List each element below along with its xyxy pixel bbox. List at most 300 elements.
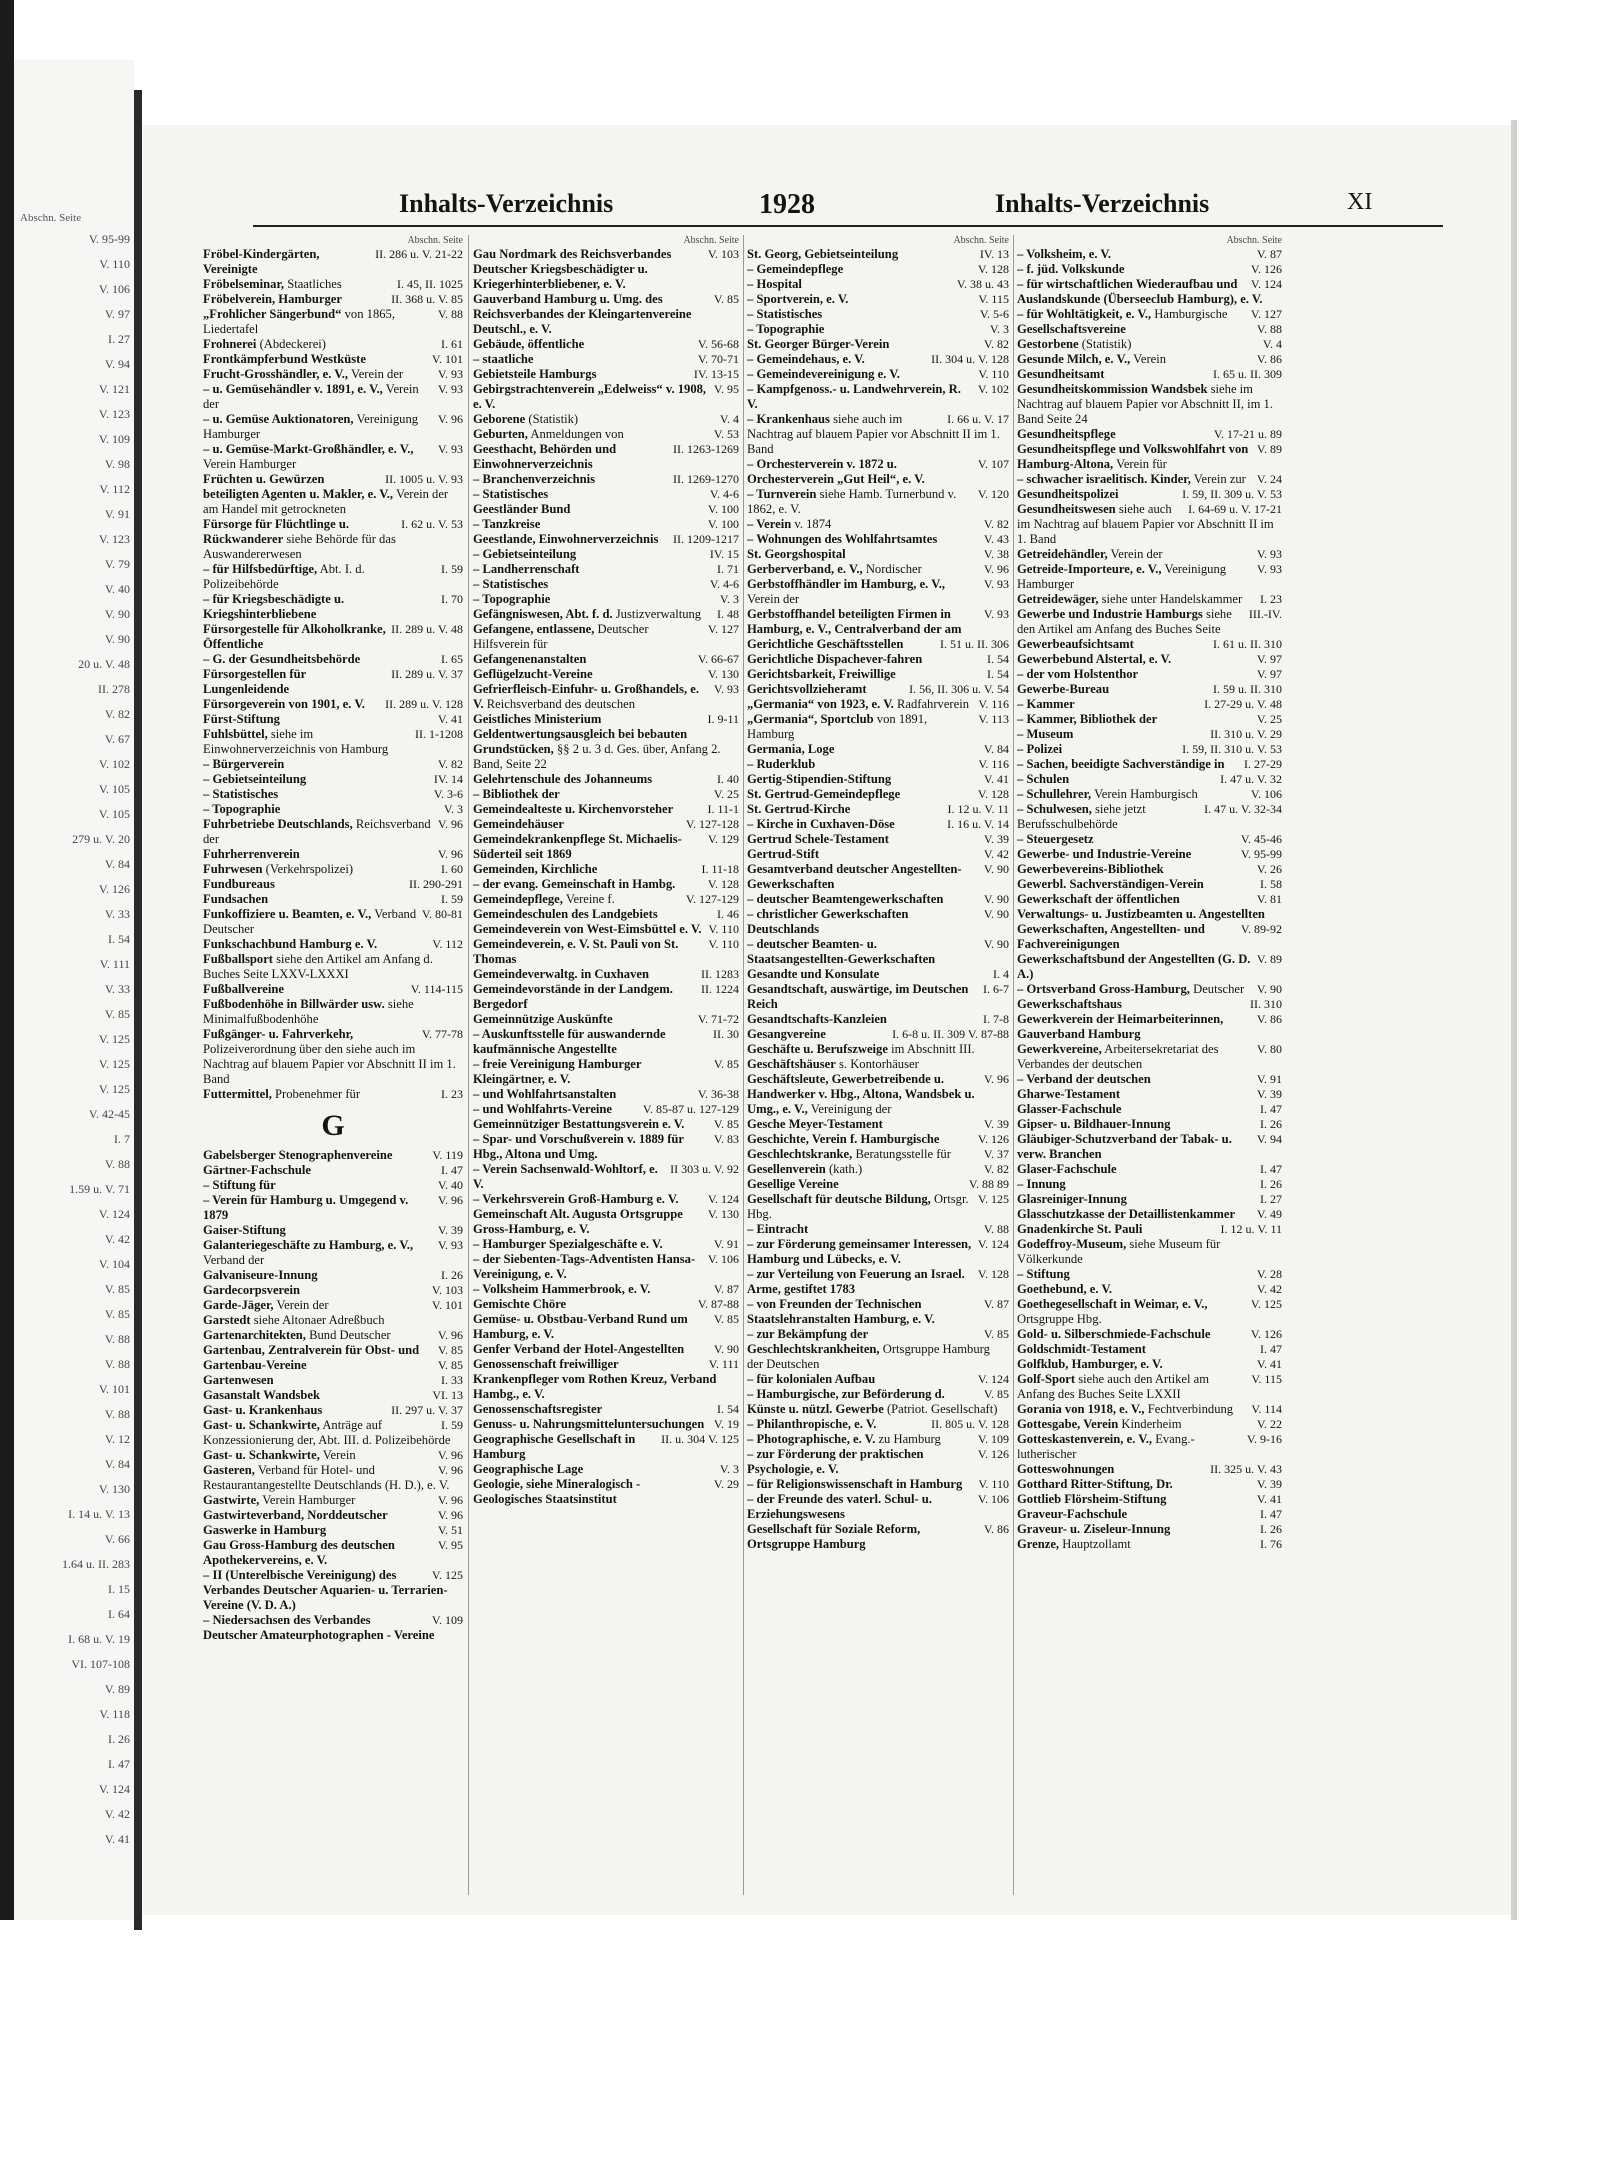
entry-title: – Gemeindehaus, e. V. <box>747 352 865 366</box>
index-entry <box>747 982 1009 1012</box>
entry-reference: I. 61 <box>441 337 463 351</box>
index-entry <box>1017 1237 1282 1267</box>
entry-reference: V. 94 <box>1256 1132 1282 1146</box>
index-entry <box>1017 607 1282 637</box>
index-entry <box>203 817 463 847</box>
entry-reference: V. 4 <box>719 412 739 426</box>
entry-title: Geldentwertungsausgleich bei bebauten Grundstücken, <box>473 727 688 756</box>
index-entry <box>473 1417 739 1432</box>
index-entry <box>203 352 463 367</box>
entry-title: – Verkehrsverein Groß-Hamburg e. V. <box>473 1192 679 1206</box>
index-entry <box>473 1432 739 1462</box>
index-entry <box>203 1223 463 1238</box>
index-entry <box>473 367 739 382</box>
entry-reference: I. 23 <box>1260 592 1282 606</box>
entry-title: Gewerkschaftshaus <box>1017 997 1122 1011</box>
index-entry <box>473 427 739 442</box>
entry-reference: V. 49 <box>1256 1207 1282 1221</box>
entry-title: Goethebund, e. V. <box>1017 1282 1113 1296</box>
index-entry <box>203 787 463 802</box>
entry-reference: V. 96 <box>437 412 463 426</box>
entry-reference: V. 3 <box>719 1462 739 1476</box>
entry-reference: V. 82 <box>983 1162 1009 1176</box>
prev-page-reference: V. 106 <box>98 282 130 296</box>
index-entry <box>747 577 1009 607</box>
entry-title: – G. der Gesundheitsbehörde <box>203 652 361 666</box>
entry-title: Gewerbe- und Industrie-Vereine <box>1017 847 1192 861</box>
index-entry <box>473 292 739 337</box>
entry-reference: V. 28 <box>1256 1267 1282 1281</box>
index-entry <box>203 1613 463 1643</box>
entry-reference: I. 6-8 u. II. 309 V. 87-88 <box>892 1027 1009 1041</box>
entry-title: Graveur- u. Ziseleur-Innung <box>1017 1522 1171 1536</box>
index-entry <box>1017 697 1282 712</box>
prev-page-reference: V. 88 <box>104 1332 130 1346</box>
entry-title: Gast- u. Krankenhaus <box>203 1403 323 1417</box>
entry-reference: V. 41 <box>1256 1492 1282 1506</box>
prev-page-reference: 279 u. V. 20 <box>72 832 130 846</box>
index-entry <box>473 1312 739 1342</box>
index-entry <box>203 1027 463 1087</box>
index-entry <box>473 1012 739 1027</box>
entry-title: Gefangenenanstalten <box>473 652 587 666</box>
entry-title: Gardecorpsverein <box>203 1283 300 1297</box>
index-entry <box>747 1147 1009 1162</box>
entry-reference: IV. 13 <box>979 247 1009 261</box>
entry-reference: V. 82 <box>983 337 1009 351</box>
entry-reference: V. 39 <box>983 832 1009 846</box>
entry-reference: I. 26 <box>1260 1177 1282 1191</box>
index-entry <box>203 1163 463 1178</box>
entry-title: – Photographische, e. V. <box>747 1432 876 1446</box>
entry-reference: V. 25 <box>713 787 739 801</box>
prev-page-reference: I. 47 <box>108 1757 130 1771</box>
index-entry <box>203 727 463 757</box>
prev-page-reference: V. 42 <box>104 1807 130 1821</box>
prev-page-reference: V. 42 <box>104 1232 130 1246</box>
entry-reference: V. 90 <box>983 907 1009 921</box>
entry-title: Gemeinden, Kirchliche <box>473 862 598 876</box>
entry-reference: II. 286 u. V. 21-22 <box>375 247 463 261</box>
entry-title: St. Georger Bürger-Verein <box>747 337 890 351</box>
entry-title: – schwacher israelitisch. Kinder, <box>1017 472 1191 486</box>
entry-reference: V. 114 <box>1251 1402 1282 1416</box>
index-entry <box>203 982 463 997</box>
entry-title: – Statistisches <box>203 787 279 801</box>
entry-reference: II. 1269-1270 <box>673 472 739 486</box>
entry-reference: V. 66-67 <box>697 652 739 666</box>
prev-page-reference: V. 102 <box>98 757 130 771</box>
entry-title: Fuhrherrenverein <box>203 847 300 861</box>
entry-subtext: Vereinigung Hamburger <box>1017 562 1227 591</box>
entry-reference: V. 22 <box>1256 1417 1282 1431</box>
entry-reference: V. 126 <box>1250 1327 1282 1341</box>
entry-subtext: Hamburgische <box>1154 307 1228 321</box>
entry-reference: V. 9-16 <box>1246 1432 1282 1446</box>
entry-reference: V. 80 <box>1256 1042 1282 1056</box>
entry-subtext: siehe im Nachtrag auf blauem Papier vor Abschnitt II, im 1. Band Seite 24 <box>1017 382 1274 426</box>
entry-reference: I. 27 <box>1260 1192 1282 1206</box>
entry-reference: V. 86 <box>1256 352 1282 366</box>
entry-title: Funkoffiziere u. Beamten, e. V., <box>203 907 372 921</box>
entry-reference: V. 41 <box>983 772 1009 786</box>
entry-title: Fußballvereine <box>203 982 284 996</box>
index-entry <box>1017 502 1282 547</box>
entry-title: – zur Förderung gemeinsamer Interessen, Hamburg und Lübecks, e. V. <box>747 1237 972 1266</box>
entry-reference: II. 1283 <box>701 967 739 981</box>
index-entry <box>473 1057 739 1087</box>
index-entry <box>203 472 463 517</box>
entry-reference: V. 88 <box>983 1222 1009 1236</box>
entry-reference: V. 39 <box>1256 1087 1282 1101</box>
entry-reference: V. 93 <box>983 607 1009 621</box>
entry-title: – Ruderklub <box>747 757 816 771</box>
prev-page-reference: V. 85 <box>104 1307 130 1321</box>
prev-page-reference: I. 27 <box>108 332 130 346</box>
entry-reference: I. 46 <box>717 907 739 921</box>
prev-page-reference: V. 41 <box>104 1832 130 1846</box>
entry-subtext: siehe auch im Nachtrag auf blauem Papier vor Abschnitt II im 1. Band <box>747 412 1000 456</box>
entry-reference: I. 70 <box>441 592 463 606</box>
index-entry <box>1017 1072 1282 1087</box>
index-entry <box>203 1523 463 1538</box>
prev-page-reference: V. 105 <box>98 782 130 796</box>
entry-reference: V. 4-6 <box>709 487 739 501</box>
entry-reference: II. 1224 <box>701 982 739 996</box>
entry-title: – Niedersachsen des Verbandes Deutscher Amateurphotographen - Vereine <box>203 1613 435 1642</box>
entry-subtext: Justizverwaltung <box>615 607 702 621</box>
entry-subtext: von 1865, Liedertafel <box>203 307 395 336</box>
entry-title: Geographische Lage <box>473 1462 584 1476</box>
index-entry <box>1017 1177 1282 1192</box>
entry-reference: V. 82 <box>983 517 1009 531</box>
entry-reference: I. 27-29 u. V. 48 <box>1204 697 1282 711</box>
index-entry <box>747 352 1009 367</box>
index-entry <box>473 1192 739 1207</box>
index-entry <box>747 637 1009 652</box>
index-entry <box>1017 262 1282 277</box>
entry-reference: I. 51 u. II. 306 <box>940 637 1009 651</box>
index-entry <box>1017 1087 1282 1102</box>
entry-title: Gau Nordmark des Reichsverbandes Deutscher Kriegsbeschädigter u. Kriegerhinterbliebener, e. V. <box>473 247 672 291</box>
entry-reference: V. 77-78 <box>421 1027 463 1041</box>
index-entry <box>203 1358 463 1373</box>
entry-reference: V. 110 <box>978 1477 1009 1491</box>
index-entry <box>203 652 463 667</box>
entry-title: – Branchenverzeichnis <box>473 472 596 486</box>
entry-title: – zur Förderung der praktischen Psychologie, e. V. <box>747 1447 924 1476</box>
entry-title: Gewerbeaufsichtsamt <box>1017 637 1134 651</box>
index-entry <box>1017 1102 1282 1117</box>
index-entry <box>747 1177 1009 1192</box>
entry-reference: V. 126 <box>977 1132 1009 1146</box>
entry-subtext: Kinderheim <box>1121 1417 1182 1431</box>
index-entry <box>473 1132 739 1162</box>
entry-reference: I. 59, II. 309 u. V. 53 <box>1182 487 1282 501</box>
entry-reference: V. 85 <box>713 1117 739 1131</box>
index-entry <box>747 742 1009 757</box>
entry-title: – Bürgerverein <box>203 757 285 771</box>
index-entry <box>747 787 1009 802</box>
entry-title: – Topographie <box>473 592 551 606</box>
prev-page-reference: I. 7 <box>114 1132 130 1146</box>
entry-title: Gotthard Ritter-Stiftung, Dr. <box>1017 1477 1173 1491</box>
index-entry <box>473 472 739 487</box>
index-entry <box>747 1162 1009 1177</box>
index-entry <box>203 517 463 562</box>
entry-reference: I. 26 <box>441 1268 463 1282</box>
entry-reference: V. 38 u. 43 <box>956 277 1009 291</box>
entry-subtext: Ortsgruppe Hbg. <box>1017 1312 1102 1326</box>
entry-title: Gastwirte, <box>203 1493 260 1507</box>
entry-title: – Volksheim Hammerbrook, e. V. <box>473 1282 651 1296</box>
entry-reference: V. 84 <box>983 742 1009 756</box>
entry-subtext: Verein der <box>203 382 419 411</box>
index-entry <box>1017 1342 1282 1357</box>
entry-title: – Bibliothek der <box>473 787 560 801</box>
index-entry <box>473 1342 739 1357</box>
entry-reference: V. 96 <box>437 1493 463 1507</box>
index-entry <box>1017 1372 1282 1402</box>
index-entry <box>1017 592 1282 607</box>
entry-title: – für kolonialen Aufbau <box>747 1372 876 1386</box>
entry-reference: V. 3 <box>443 802 463 816</box>
index-entry <box>203 757 463 772</box>
entry-title: Grenze, <box>1017 1537 1060 1551</box>
entry-title: Gesche Meyer-Testament <box>747 1117 883 1131</box>
entry-title: Gemeindeverein von West-Eimsbüttel e. V. <box>473 922 702 936</box>
entry-subtext: (kath.) <box>828 1162 863 1176</box>
entry-title: Fußballsport <box>203 952 273 966</box>
entry-reference: V. 38 <box>983 547 1009 561</box>
index-entry <box>473 682 739 712</box>
entry-reference: V. 126 <box>1250 262 1282 276</box>
entry-title: – Hospital <box>747 277 802 291</box>
index-entry <box>747 1027 1009 1042</box>
index-entry <box>747 847 1009 862</box>
entry-title: – freie Vereinigung Hamburger Kleingärtner, e. V. <box>473 1057 642 1086</box>
index-entry <box>473 1402 739 1417</box>
index-entry <box>747 457 1009 487</box>
prev-page-reference: V. 67 <box>104 732 130 746</box>
index-entry <box>203 712 463 727</box>
index-entry <box>203 367 463 382</box>
index-entry <box>747 907 1009 937</box>
entry-title: Gewerbe-Bureau <box>1017 682 1110 696</box>
prev-page-reference: V. 125 <box>98 1032 130 1046</box>
entry-title: „Germania“, Sportclub <box>747 712 874 726</box>
entry-reference: I. 54 <box>717 1402 739 1416</box>
entry-reference: V. 124 <box>977 1237 1009 1251</box>
entry-reference: V. 4-6 <box>709 577 739 591</box>
entry-title: Geschäftsleute, Gewerbetreibende u. Handwerker v. Hbg., Altona, Wandsbek u. Umg., e. V., <box>747 1072 975 1116</box>
prev-page-reference: V. 91 <box>104 507 130 521</box>
index-entry <box>203 1403 463 1418</box>
index-entry <box>473 787 739 802</box>
prev-page-reference: V. 40 <box>104 582 130 596</box>
prev-page-reference: V. 90 <box>104 632 130 646</box>
entry-title: – der Freunde des vaterl. Schul- u. Erziehungswesens <box>747 1492 932 1521</box>
index-entry <box>1017 1192 1282 1207</box>
entry-title: Gasteren, <box>203 1463 255 1477</box>
entry-title: – Tanzkreise <box>473 517 541 531</box>
index-entry <box>747 967 1009 982</box>
entry-reference: V. 107 <box>977 457 1009 471</box>
entry-reference: II. u. 304 V. 125 <box>661 1432 739 1446</box>
entry-title: Gemüse- u. Obstbau-Verband Rund um Hamburg, e. V. <box>473 1312 688 1341</box>
entry-reference: V. 119 <box>432 1148 463 1162</box>
index-entry <box>1017 772 1282 787</box>
entry-subtext: Reichsverband des deutschen <box>486 697 636 711</box>
entry-title: Gerberverband, e. V., <box>747 562 863 576</box>
index-entry <box>473 802 739 817</box>
prev-page-reference: V. 123 <box>98 532 130 546</box>
entry-title: – christlicher Gewerkschaften Deutschlands <box>747 907 909 936</box>
entry-reference: V. 128 <box>707 877 739 891</box>
prev-page-reference: V. 12 <box>104 1432 130 1446</box>
index-entry <box>473 727 739 772</box>
entry-title: Frontkämpferbund Westküste <box>203 352 366 366</box>
index-entry <box>747 262 1009 277</box>
index-entry <box>1017 337 1282 352</box>
prev-page-reference: 1.64 u. II. 283 <box>62 1557 130 1571</box>
entry-reference: V. 116 <box>978 697 1009 711</box>
entry-title: Gemischte Chöre <box>473 1297 567 1311</box>
entry-title: – Krankenhaus <box>747 412 830 426</box>
entry-title: Fürsorge für Flüchtlinge u. Rückwanderer <box>203 517 349 546</box>
entry-title: Gau Gross-Hamburg des deutschen Apothekervereins, e. V. <box>203 1538 395 1567</box>
entry-reference: I. 54 <box>987 652 1009 666</box>
entry-title: Gnadenkirche St. Pauli <box>1017 1222 1143 1236</box>
entry-reference: I. 59 <box>441 1418 463 1432</box>
entry-title: Gesundheitswesen <box>1017 502 1116 516</box>
entry-title: Germania, Loge <box>747 742 835 756</box>
index-entry <box>203 667 463 697</box>
entry-subtext: (Statistik) <box>1081 337 1132 351</box>
index-entry <box>1017 1162 1282 1177</box>
entry-title: Gartenbau, Zentralverein für Obst- und <box>203 1343 420 1357</box>
index-entry <box>1017 682 1282 697</box>
index-entry <box>747 292 1009 307</box>
entry-title: Gotteswohnungen <box>1017 1462 1115 1476</box>
entry-title: – staatliche <box>473 352 534 366</box>
entry-reference: V. 130 <box>707 1207 739 1221</box>
entry-title: – Kirche in Cuxhaven-Döse <box>747 817 895 831</box>
entry-reference: V. 96 <box>437 1193 463 1207</box>
entry-title: – Ortsverband Gross-Hamburg, <box>1017 982 1190 996</box>
entry-reference: V. 37 <box>983 1147 1009 1161</box>
entry-reference: V. 87 <box>1256 247 1282 261</box>
index-entry <box>1017 1507 1282 1522</box>
index-entry <box>1017 832 1282 847</box>
entry-subtext: siehe Minimalfußbodenhöhe <box>203 997 414 1026</box>
index-entry <box>747 277 1009 292</box>
running-title-left: Inhalts-Verzeichnis <box>399 189 614 218</box>
index-entry <box>203 1328 463 1343</box>
entry-title: Frohnerei <box>203 337 257 351</box>
index-entry <box>747 517 1009 532</box>
entry-title: Gabelsberger Stenographenvereine <box>203 1148 393 1162</box>
entry-reference: V. 115 <box>1251 1372 1282 1386</box>
entry-title: Gauverband Hamburg u. Umg. des Reichsverbandes der Kleingartenvereine Deutschl., e. V. <box>473 292 692 336</box>
index-entry <box>1017 727 1282 742</box>
entry-title: – Topographie <box>203 802 281 816</box>
entry-reference: V. 101 <box>431 352 463 366</box>
entry-title: Geschlechtskranke, <box>747 1147 853 1161</box>
entry-reference: V. 87 <box>713 1282 739 1296</box>
index-entry <box>747 337 1009 352</box>
entry-title: Gewerbl. Sachverständigen-Verein <box>1017 877 1204 891</box>
entry-reference: V. 96 <box>437 817 463 831</box>
column-heading: Abschn. Seite <box>683 235 739 246</box>
entry-subtext: Verein Hamburger <box>262 1493 356 1507</box>
prev-page-reference: V. 112 <box>99 482 130 496</box>
index-entry <box>747 1477 1009 1492</box>
index-entry <box>203 1463 463 1493</box>
entry-title: Gerichtliche Geschäftsstellen <box>747 637 904 651</box>
entry-reference: V. 41 <box>437 712 463 726</box>
index-entry <box>747 1387 1009 1417</box>
entry-title: Genossenschaftsregister <box>473 1402 603 1416</box>
entry-title: – und Wohlfahrts-Vereine <box>473 1102 613 1116</box>
entry-title: – Schulwesen, <box>1017 802 1092 816</box>
entry-title: Früchten u. Gewürzen beteiligten Agenten u. Makler, e. V., <box>203 472 394 501</box>
entry-title: Funkschachbund Hamburg e. V. <box>203 937 378 951</box>
entry-subtext: siehe Museum für Völkerkunde <box>1017 1237 1221 1266</box>
entry-title: Geschichte, Verein f. Hamburgische <box>747 1132 940 1146</box>
entry-reference: V. 90 <box>983 862 1009 876</box>
entry-title: – Eintracht <box>747 1222 809 1236</box>
entry-reference: V. 96 <box>437 1328 463 1342</box>
entry-title: Gertig-Stipendien-Stiftung <box>747 772 892 786</box>
column-heading: Abschn. Seite <box>1226 235 1282 246</box>
entry-title: Getreidehändler, <box>1017 547 1108 561</box>
prev-page-reference: I. 26 <box>108 1732 130 1746</box>
entry-reference: I. 9-11 <box>707 712 739 726</box>
entry-title: Genuss- u. Nahrungsmitteluntersuchungen <box>473 1417 705 1431</box>
entry-title: Geestlande, Einwohnerverzeichnis <box>473 532 659 546</box>
prev-page-reference: V. 88 <box>104 1357 130 1371</box>
entry-title: Gotteskastenverein, e. V., <box>1017 1432 1153 1446</box>
index-page <box>143 125 1511 1915</box>
entry-reference: V. 110 <box>708 922 739 936</box>
entry-title: Galvaniseure-Innung <box>203 1268 318 1282</box>
index-entry <box>1017 247 1282 262</box>
entry-reference: II. 289 u. V. 48 <box>391 622 463 636</box>
entry-reference: V. 127-129 <box>685 892 739 906</box>
entry-reference: IV. 15 <box>709 547 739 561</box>
entry-title: – Wohnungen des Wohlfahrtsamtes <box>747 532 938 546</box>
page-year: 1928 <box>759 189 815 220</box>
index-entry <box>747 1132 1009 1147</box>
entry-subtext: von 1891, Hamburg <box>747 712 928 741</box>
entry-title: Fuhrbetriebe Deutschlands, <box>203 817 353 831</box>
entry-reference: V. 39 <box>437 1223 463 1237</box>
entry-title: Geologie, siehe Mineralogisch - Geologisches Staatsinstitut <box>473 1477 641 1506</box>
index-entry <box>747 1072 1009 1117</box>
entry-title: Gebietsteile Hamburgs <box>473 367 597 381</box>
entry-title: – Stiftung für <box>203 1178 276 1192</box>
entry-title: Gesandtschaft, auswärtige, im Deutschen Reich <box>747 982 969 1011</box>
index-entry <box>747 322 1009 337</box>
index-entry <box>473 547 739 562</box>
index-entry <box>747 1042 1009 1057</box>
entry-reference: V. 112 <box>432 937 463 951</box>
entry-title: Geschäfte u. Berufszweige <box>747 1042 888 1056</box>
entry-subtext: Bund Deutscher <box>309 1328 391 1342</box>
index-entry <box>747 757 1009 772</box>
entry-title: Frucht-Grosshändler, e. V., <box>203 367 349 381</box>
